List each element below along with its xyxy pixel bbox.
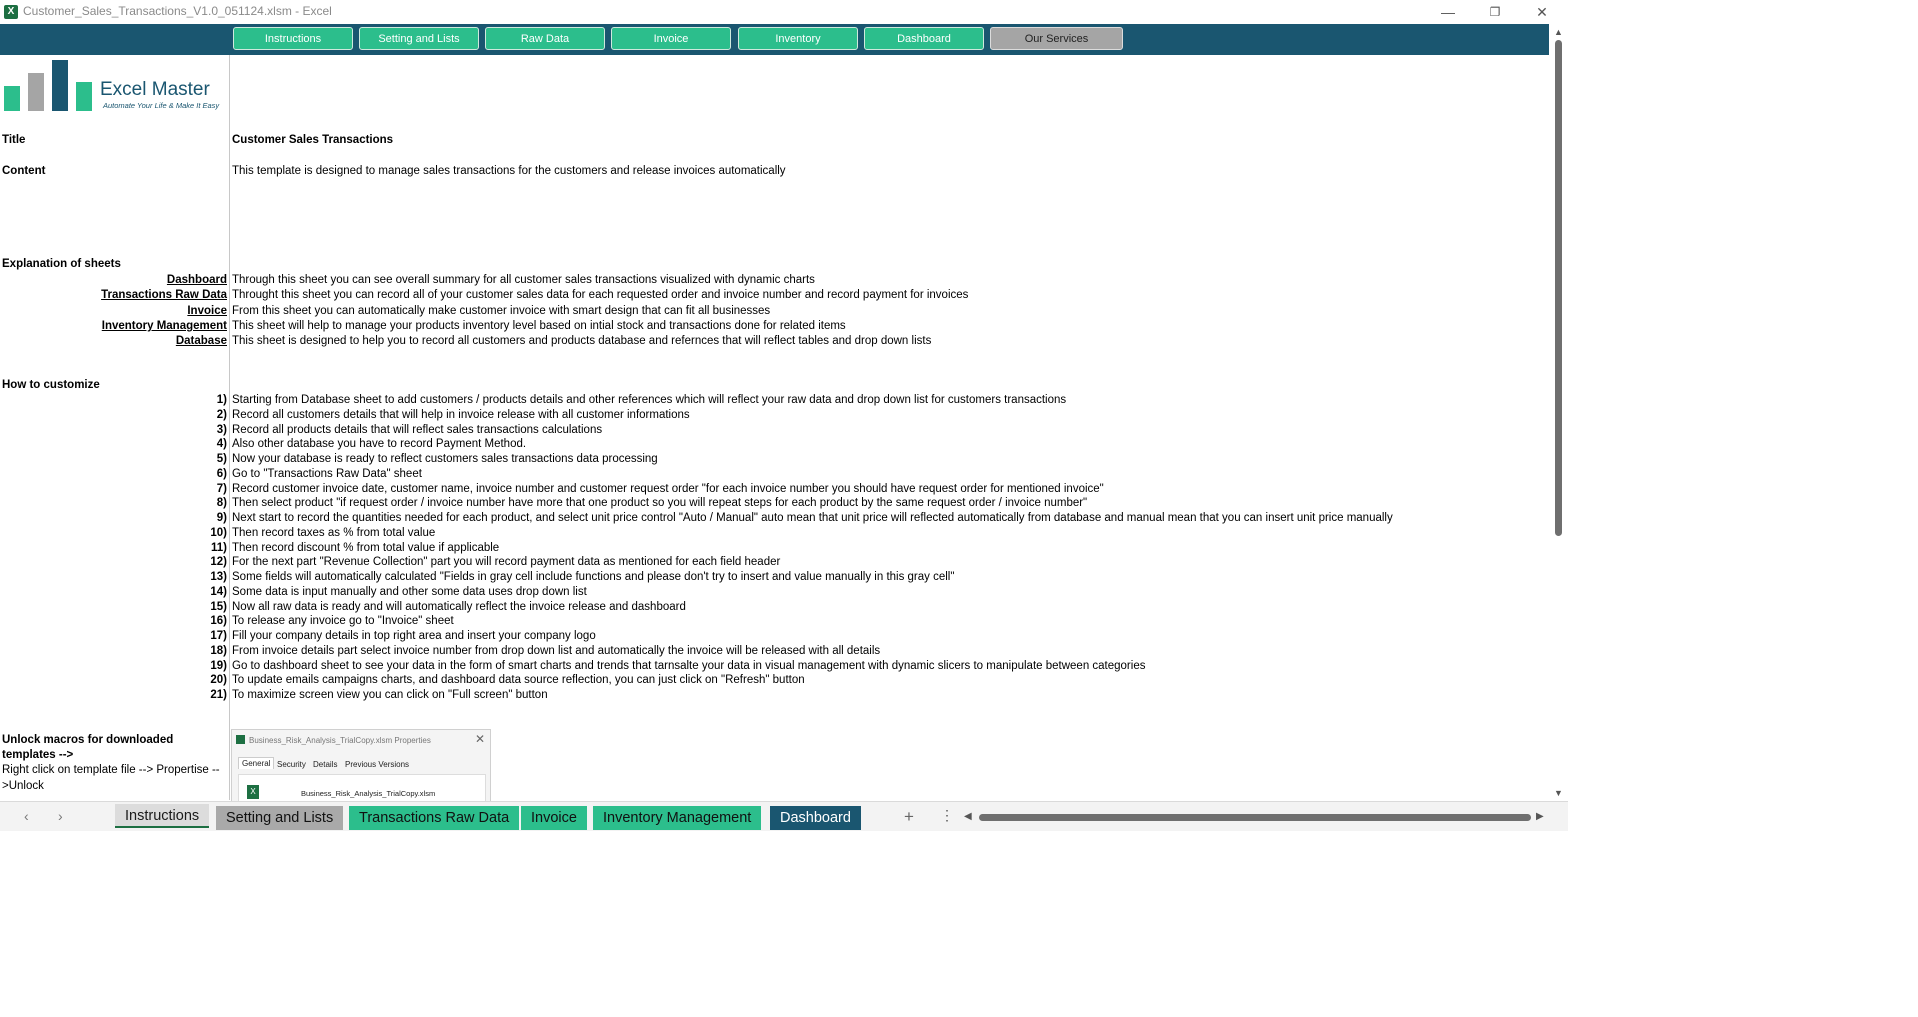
sheet-link-database[interactable]: Database — [175, 335, 227, 347]
dialog-tab-details: Details — [313, 760, 338, 769]
sheet-link-invoice[interactable]: Invoice — [187, 305, 227, 317]
step-text: Then record taxes as % from total value — [232, 527, 436, 539]
logo-name: Excel Master — [100, 79, 210, 100]
nav-button-inventory[interactable]: Inventory — [738, 27, 858, 50]
vertical-scrollbar[interactable] — [1549, 24, 1568, 801]
step-text: Some fields will automatically calculated "Fields in gray cell include functions and please don't try to insert and value manually in this gray cell" — [232, 571, 955, 583]
step-number: 15) — [210, 601, 227, 613]
step-text: Some data is input manually and other some data uses drop down list — [232, 586, 587, 598]
sheet-link-transactions-raw-data[interactable]: Transactions Raw Data — [101, 289, 227, 301]
step-number: 5) — [216, 453, 227, 465]
step-number: 3) — [216, 424, 227, 436]
minimize-icon[interactable]: — — [1441, 4, 1455, 20]
excel-master-logo — [4, 60, 228, 115]
nav-button-our-services[interactable]: Our Services — [990, 27, 1123, 50]
step-text: Now all raw data is ready and will automatically reflect the invoice release and dashboard — [232, 601, 686, 613]
explanation-text: This sheet is designed to help you to record all customers and products database and refernces that will reflect tables and drop down lists — [232, 335, 932, 347]
sheet-tab-bar — [0, 801, 1568, 831]
title-value: Customer Sales Transactions — [232, 134, 394, 146]
step-number: 19) — [210, 660, 227, 672]
column-divider — [229, 55, 230, 800]
step-number: 16) — [210, 615, 227, 627]
tab-scroll-left-icon[interactable]: ‹ — [24, 808, 29, 824]
sheet-tab-inventory-management[interactable]: Inventory Management — [593, 806, 761, 830]
step-text: Now your database is ready to reflect customers sales transactions data processing — [232, 453, 658, 465]
unlock-title: Unlock macros for downloaded templates --> — [2, 734, 174, 762]
nav-button-setting-and-lists[interactable]: Setting and Lists — [359, 27, 479, 50]
sheet-tab-transactions-raw-data[interactable]: Transactions Raw Data — [349, 806, 519, 830]
unlock-text: Right click on template file --> Propertise -->Unlock — [2, 764, 220, 792]
logo-bar — [4, 86, 20, 111]
step-text: Record customer invoice date, customer name, invoice number and customer request order "for each invoice number you should have request order for mentioned invoice" — [232, 483, 1104, 495]
step-number: 7) — [216, 483, 227, 495]
restore-icon[interactable]: ❐ — [1489, 5, 1501, 19]
sheet-tab-invoice[interactable]: Invoice — [521, 806, 587, 830]
excel-file-icon: X — [247, 785, 259, 799]
logo-tagline: Automate Your Life & Make It Easy — [103, 101, 220, 110]
tab-scroll-right-icon[interactable]: › — [58, 808, 63, 824]
step-text: Fill your company details in top right area and insert your company logo — [232, 630, 596, 642]
step-number: 17) — [210, 630, 227, 642]
explanation-text: From this sheet you can automatically make customer invoice with smart design that can fit all businesses — [232, 305, 771, 317]
step-number: 1) — [216, 394, 227, 406]
step-text: Go to "Transactions Raw Data" sheet — [232, 468, 422, 480]
excel-icon: X — [4, 5, 18, 19]
horizontal-scroll-thumb[interactable] — [979, 814, 1531, 821]
explanation-text: This sheet will help to manage your products inventory level based on intial stock and transactions done for related items — [232, 320, 846, 332]
step-text: To update emails campaigns charts, and dashboard data source reflection, you can just click on "Refresh" button — [232, 674, 805, 686]
step-number: 8) — [216, 497, 227, 509]
step-text: Also other database you have to record Payment Method. — [232, 438, 527, 450]
scroll-up-icon[interactable]: ▲ — [1554, 27, 1563, 37]
title-bar — [0, 0, 1568, 24]
explanation-label: Explanation of sheets — [2, 258, 121, 270]
step-text: From invoice details part select invoice number from drop down list and automatically the invoice will be released with all details — [232, 645, 881, 657]
step-number: 2) — [216, 409, 227, 421]
step-text: Starting from Database sheet to add customers / products details and other references which will reflect your raw data and drop down list for customers transactions — [232, 394, 1067, 406]
dialog-file-name: Business_Risk_Analysis_TrialCopy.xlsm — [301, 789, 436, 798]
step-number: 13) — [210, 571, 227, 583]
navigation-bar — [0, 24, 1549, 55]
step-number: 12) — [210, 556, 227, 568]
close-icon: ✕ — [474, 732, 485, 746]
scroll-left-icon[interactable]: ◀ — [964, 811, 972, 822]
step-number: 20) — [210, 674, 227, 686]
unlock-instructions — [2, 733, 222, 794]
step-text: Record all customers details that will help in invoice release with all customer informations — [232, 409, 690, 421]
step-text: For the next part "Revenue Collection" part you will record payment data as mentioned for each field header — [232, 556, 781, 568]
dialog-tab-security: Security — [277, 760, 306, 769]
content-label: Content — [2, 165, 46, 177]
step-text: Then record discount % from total value if applicable — [232, 542, 500, 554]
nav-button-instructions[interactable]: Instructions — [233, 27, 353, 50]
explanation-text: Throught this sheet you can record all of your customer sales data for each requested order and invoice number and record payment for invoices — [232, 289, 969, 301]
properties-dialog-screenshot — [231, 729, 491, 803]
step-text: Then select product "if request order / invoice number have more that one product so you will repeat steps for each product by the same request order / invoice number" — [232, 497, 1088, 509]
sheet-link-inventory-management[interactable]: Inventory Management — [101, 320, 227, 332]
sheet-tab-instructions[interactable]: Instructions — [115, 804, 209, 828]
window-title: Customer_Sales_Transactions_V1.0_051124.xlsm - Excel — [23, 4, 332, 18]
logo-bar — [52, 60, 68, 111]
scroll-down-icon[interactable]: ▼ — [1554, 788, 1563, 798]
excel-file-icon — [236, 735, 245, 744]
dialog-tab-previous-versions: Previous Versions — [345, 760, 410, 769]
dialog-body — [238, 774, 486, 803]
nav-button-dashboard[interactable]: Dashboard — [864, 27, 984, 50]
step-text: To maximize screen view you can click on "Full screen" button — [232, 689, 548, 701]
step-number: 4) — [216, 438, 227, 450]
title-label: Title — [2, 134, 26, 146]
step-number: 14) — [210, 586, 227, 598]
vertical-scroll-thumb[interactable] — [1555, 40, 1562, 536]
logo-bar — [28, 73, 44, 111]
nav-button-raw-data[interactable]: Raw Data — [485, 27, 605, 50]
sheet-tab-setting-and-lists[interactable]: Setting and Lists — [216, 806, 343, 830]
step-number: 11) — [211, 542, 227, 554]
explanation-text: Through this sheet you can see overall summary for all customer sales transactions visualized with dynamic charts — [232, 274, 815, 286]
step-text: Next start to record the quantities needed for each product, and select unit price control "Auto / Manual" auto mean that unit price will reflected automatically from database and manual mean that you can insert unit price manually — [232, 512, 1393, 524]
logo-bar — [76, 82, 92, 111]
step-text: Go to dashboard sheet to see your data in the form of smart charts and trends that tarnsalte your data in visual management with dynamic slicers to manipulate between categories — [232, 660, 1146, 672]
step-number: 9) — [216, 512, 227, 524]
step-number: 21) — [210, 689, 227, 701]
step-number: 6) — [216, 468, 227, 480]
sheet-link-dashboard[interactable]: Dashboard — [166, 274, 227, 286]
content-value: This template is designed to manage sales transactions for the customers and release invoices automatically — [232, 165, 786, 177]
add-sheet-icon[interactable]: + — [904, 807, 914, 826]
sheet-tab-dashboard[interactable]: Dashboard — [770, 806, 861, 830]
step-number: 18) — [210, 645, 227, 657]
dialog-tab-general: General — [238, 757, 274, 769]
step-text: To release any invoice go to "Invoice" sheet — [232, 615, 454, 627]
more-options-icon[interactable]: ⋮ — [940, 807, 954, 823]
customize-label: How to customize — [2, 379, 100, 391]
step-text: Record all products details that will reflect sales transactions calculations — [232, 424, 603, 436]
close-icon[interactable]: ✕ — [1536, 4, 1548, 20]
step-number: 10) — [210, 527, 227, 539]
nav-button-invoice[interactable]: Invoice — [611, 27, 731, 50]
scroll-right-icon[interactable]: ▶ — [1536, 811, 1544, 822]
dialog-title: Business_Risk_Analysis_TrialCopy.xlsm Properties — [249, 736, 431, 745]
